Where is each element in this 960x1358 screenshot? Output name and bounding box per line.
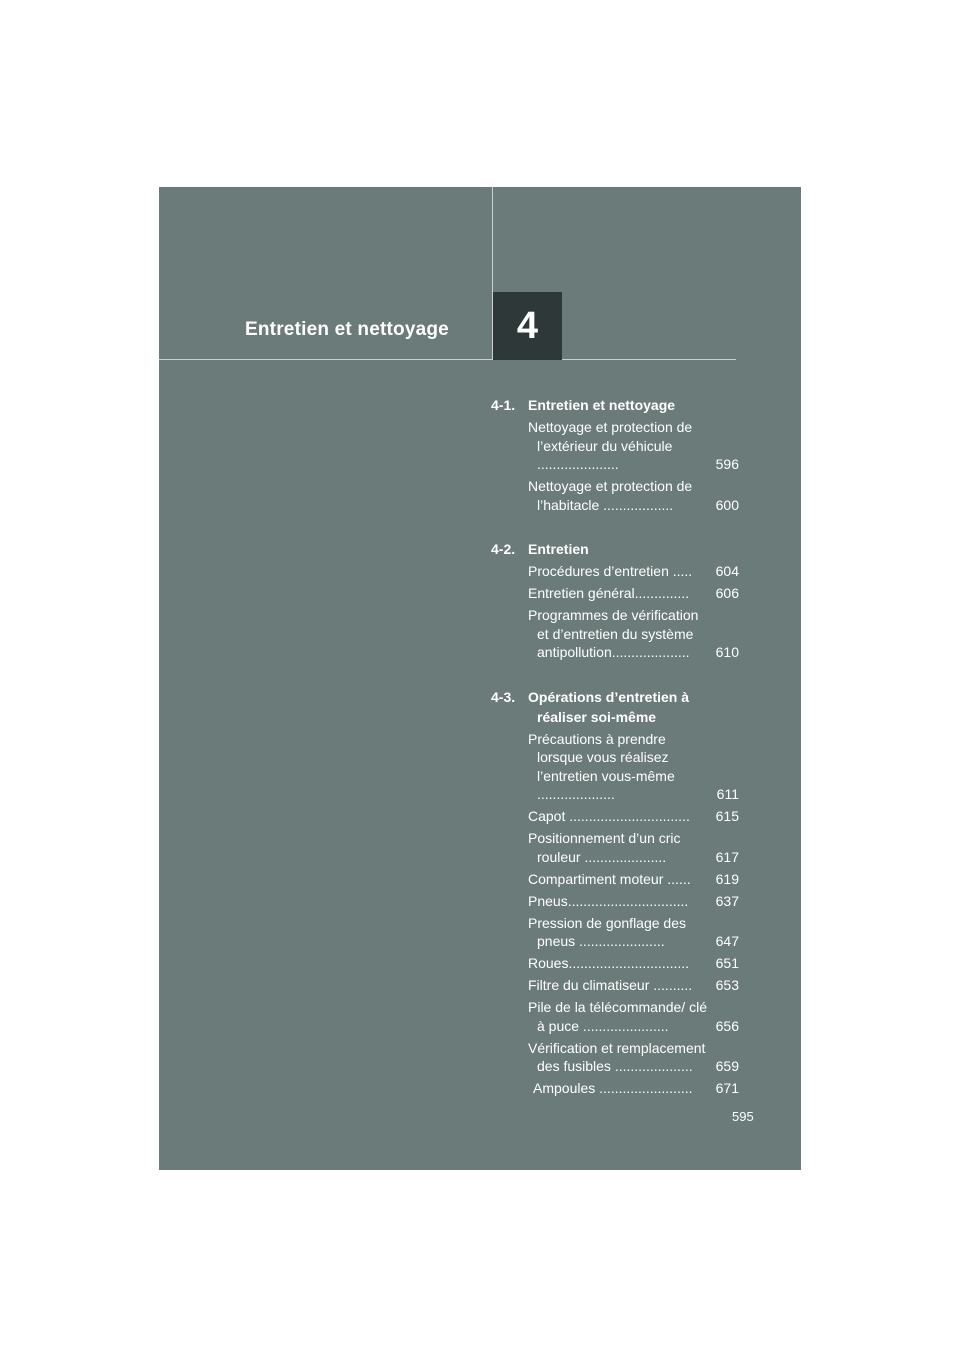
entry-page: 617 [715, 848, 739, 865]
entry-text: Pression de gonflage des pneus ...................... [528, 914, 686, 949]
toc-entry[interactable] [528, 477, 739, 514]
toc-entry[interactable] [528, 1039, 739, 1076]
toc-entry[interactable] [528, 807, 739, 826]
entry-page: 659 [715, 1058, 739, 1074]
entry-text: Entretien général.............. [528, 585, 690, 601]
toc-section-4-3 [491, 687, 739, 1098]
entry-text: Procédures d’entretien ..... [528, 563, 693, 579]
entry-text: Ampoules ........................ [533, 1080, 693, 1096]
section-heading [491, 395, 739, 415]
entry-text: Filtre du climatiseur .......... [528, 977, 693, 993]
toc-entry[interactable] [528, 954, 739, 973]
chapter-title: Entretien et nettoyage [245, 319, 449, 340]
toc-entry[interactable] [528, 914, 739, 951]
entry-page: 656 [715, 1017, 739, 1034]
chapter-number-box [493, 292, 562, 360]
toc-entry[interactable] [528, 892, 739, 911]
entry-text: Nettoyage et protection de l’extérieur du véhicule ..................... [528, 419, 693, 472]
entry-page: 637 [715, 892, 739, 909]
toc-entry[interactable] [528, 829, 739, 866]
entry-page: 619 [715, 870, 739, 887]
entry-page: 600 [715, 496, 739, 513]
entry-page: 606 [715, 585, 739, 601]
entry-page: 651 [715, 955, 739, 971]
entry-text: Positionnement d’un cric rouleur ..................... [528, 830, 681, 865]
toc-entry[interactable] [528, 976, 739, 995]
section-title: Entretien et nettoyage [528, 397, 676, 413]
entry-page: 647 [715, 933, 739, 949]
toc-entry[interactable] [528, 1079, 739, 1098]
toc-entry[interactable] [528, 870, 739, 889]
entry-text: Précautions à prendre lorsque vous réalisez l’entretien vous-même .................... [528, 730, 675, 802]
entry-text: Capot ............................... [528, 808, 690, 824]
toc-entry[interactable] [528, 584, 739, 603]
section-heading [491, 539, 739, 559]
table-of-contents [491, 395, 739, 1123]
entry-page: 611 [716, 786, 739, 802]
toc-section-4-1 [491, 395, 739, 514]
toc-section-4-2 [491, 539, 739, 662]
entry-text: Roues............................... [528, 955, 690, 971]
horizontal-divider [159, 359, 736, 360]
entry-page: 653 [715, 977, 739, 993]
section-number: 4-2. [491, 541, 516, 557]
entry-text: Nettoyage et protection de l’habitacle .................. [528, 478, 693, 513]
page-number: 595 [732, 1109, 754, 1124]
toc-entry[interactable] [528, 418, 739, 474]
entry-page: 596 [715, 456, 739, 472]
entry-text: Programmes de vérification et d’entretien du système antipollution.................... [528, 607, 699, 660]
section-heading [491, 687, 739, 727]
entry-page: 604 [715, 563, 739, 579]
entry-page: 610 [715, 644, 739, 660]
section-title: Opérations d’entretien à réaliser soi-même [528, 688, 690, 725]
chapter-number: 4 [516, 304, 539, 347]
toc-entry[interactable] [528, 730, 739, 804]
entry-text: Vérification et remplacement des fusibles .................... [528, 1039, 706, 1074]
entry-text: Pneus............................... [528, 892, 689, 909]
chapter-panel [159, 187, 801, 1170]
entry-page: 671 [715, 1080, 739, 1096]
section-title: Entretien [528, 541, 589, 557]
entry-page: 615 [715, 808, 739, 824]
entry-text: Pile de la télécommande/ clé à puce ...................... [528, 999, 707, 1034]
section-number: 4-1. [491, 397, 516, 413]
toc-entry[interactable] [528, 606, 739, 662]
toc-entry[interactable] [528, 562, 739, 581]
section-number: 4-3. [491, 688, 516, 705]
toc-entry[interactable] [528, 998, 739, 1035]
entry-text: Compartiment moteur ...... [528, 870, 691, 887]
